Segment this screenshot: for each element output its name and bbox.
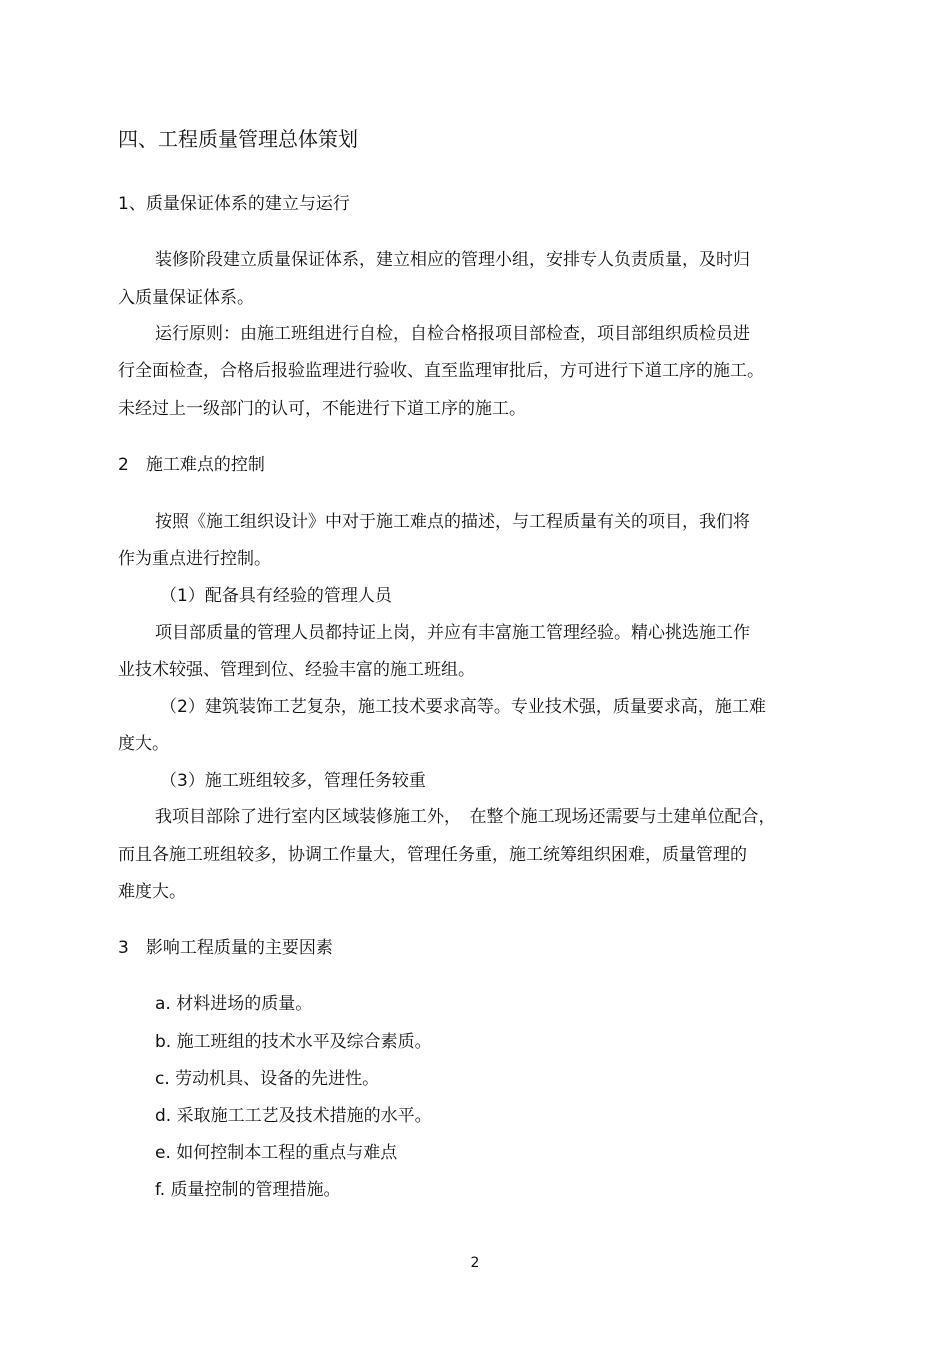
section-1-paragraph-line-2: 入质量保证体系。 bbox=[118, 288, 254, 308]
section-2-paragraph-line-2: 作为重点进行控制。 bbox=[118, 549, 271, 569]
section-2-paragraph-line-5: 度大。 bbox=[118, 734, 169, 754]
factor-list-item-a: a. 材料进场的质量。 bbox=[155, 994, 313, 1014]
section-2-paragraph-line-4: 业技术较强、管理到位、经验丰富的施工班组。 bbox=[118, 660, 475, 680]
page-number: 2 bbox=[470, 1255, 480, 1271]
factor-list-item-c: c. 劳动机具、设备的先进性。 bbox=[155, 1069, 380, 1089]
section-2-subheading-1: （1）配备具有经验的管理人员 bbox=[160, 586, 392, 606]
section-1-paragraph-line-1: 装修阶段建立质量保证体系，建立相应的管理小组，安排专人负责质量，及时归 bbox=[155, 250, 750, 270]
section-1-paragraph-line-5: 未经过上一级部门的认可，不能进行下道工序的施工。 bbox=[118, 399, 526, 419]
factor-list-item-b: b. 施工班组的技术水平及综合素质。 bbox=[155, 1032, 432, 1052]
factor-list-item-d: d. 采取施工工艺及技术措施的水平。 bbox=[155, 1106, 432, 1126]
section-heading-1: 1、质量保证体系的建立与运行 bbox=[118, 194, 350, 214]
section-1-paragraph-line-3: 运行原则：由施工班组进行自检，自检合格报项目部检查，项目部组织质检员进 bbox=[155, 324, 750, 344]
section-1-paragraph-line-4: 行全面检查，合格后报验监理进行验收、直至监理审批后，方可进行下道工序的施工。 bbox=[118, 361, 764, 381]
section-2-subheading-2: （2）建筑装饰工艺复杂，施工技术要求高等。专业技术强，质量要求高，施工难 bbox=[160, 697, 766, 717]
section-heading-2: 2 施工难点的控制 bbox=[118, 455, 265, 475]
page-title: 四、工程质量管理总体策划 bbox=[118, 127, 358, 151]
section-2-paragraph-line-8: 难度大。 bbox=[118, 882, 186, 902]
section-2-paragraph-line-1: 按照《施工组织设计》中对于施工难点的描述，与工程质量有关的项目，我们将 bbox=[155, 512, 750, 532]
section-2-paragraph-line-3: 项目部质量的管理人员都持证上岗，并应有丰富施工管理经验。精心挑选施工作 bbox=[155, 623, 750, 643]
section-2-subheading-3: （3）施工班组较多，管理任务较重 bbox=[160, 771, 426, 791]
section-2-paragraph-line-7: 而且各施工班组较多，协调工作量大，管理任务重，施工统筹组织困难，质量管理的 bbox=[118, 845, 747, 865]
factor-list-item-e: e. 如何控制本工程的重点与难点 bbox=[155, 1143, 398, 1163]
section-heading-3: 3 影响工程质量的主要因素 bbox=[118, 938, 333, 958]
section-2-paragraph-line-6: 我项目部除了进行室内区域装修施工外， 在整个施工现场还需要与土建单位配合， bbox=[155, 807, 776, 827]
factor-list-item-f: f. 质量控制的管理措施。 bbox=[155, 1180, 341, 1200]
